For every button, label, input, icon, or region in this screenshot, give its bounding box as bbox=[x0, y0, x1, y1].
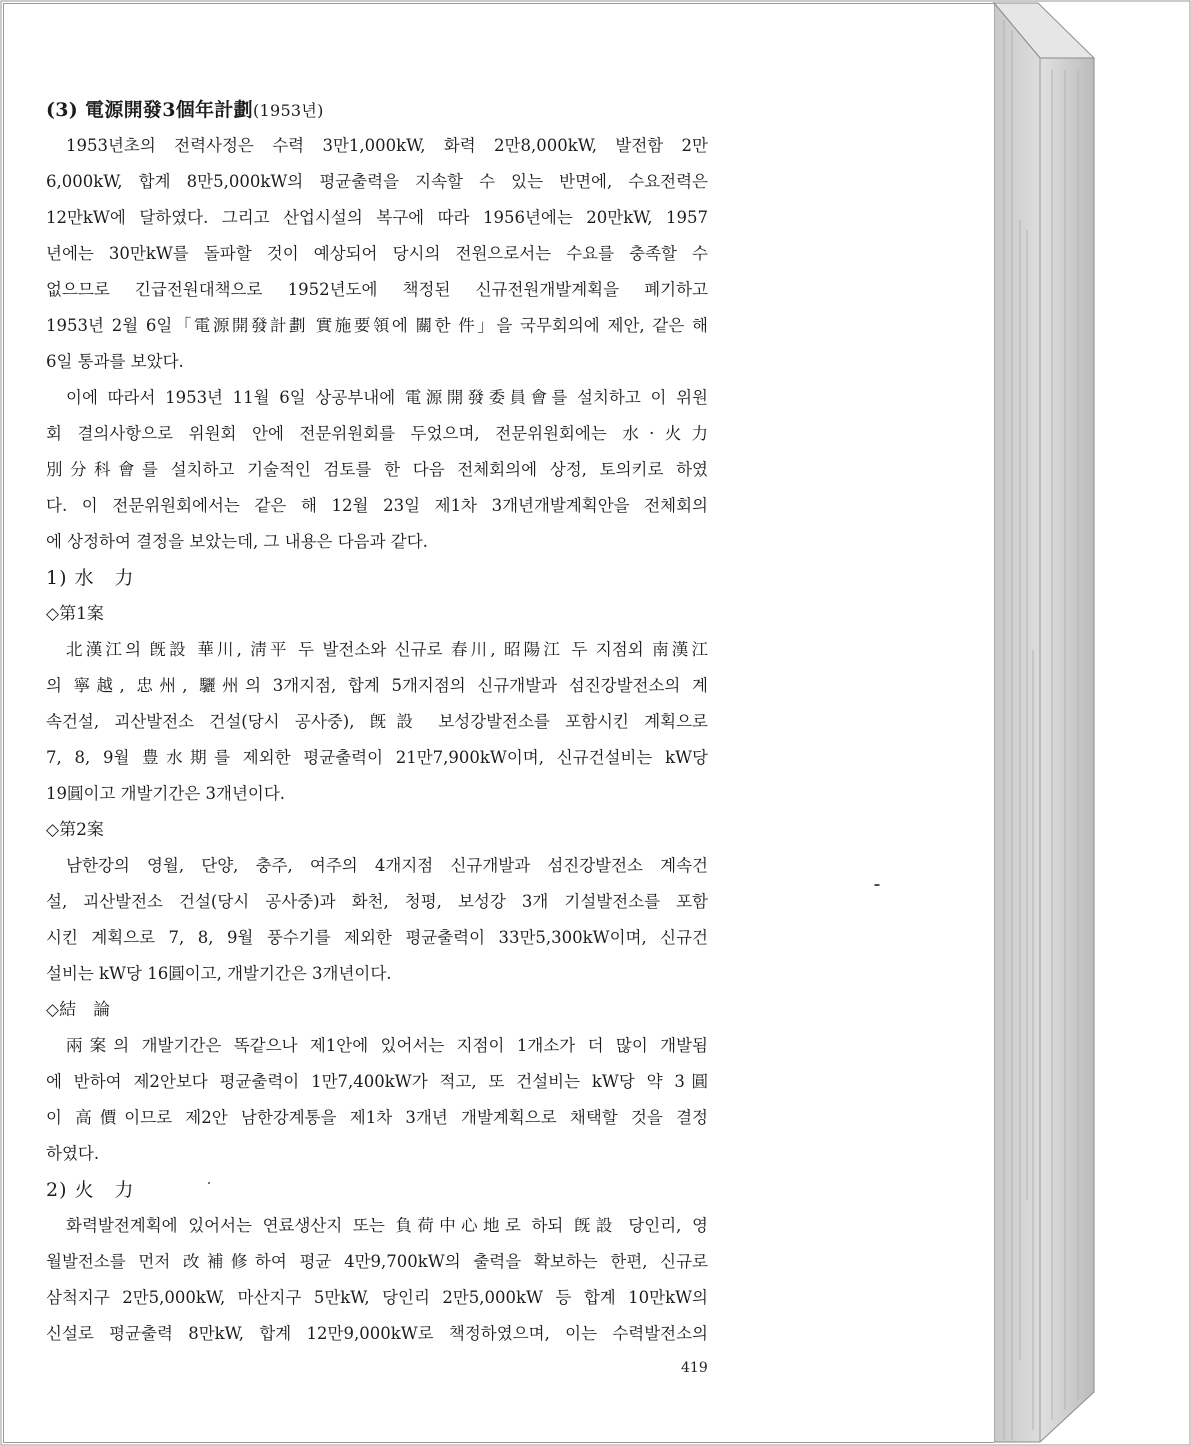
document-page bbox=[3, 3, 994, 1443]
text-block bbox=[46, 92, 708, 1352]
paragraph-line: 12만kW에 달하였다. 그리고 산업시설의 복구에 따라 1956년에는 20만kW, 1957 bbox=[46, 208, 708, 227]
conclusion-paragraph bbox=[46, 1028, 708, 1172]
paragraph-line: 신설로 평균출력 8만kW, 합계 12만9,000kW로 책정하였으며, 이는 수력발전소의 bbox=[46, 1324, 708, 1343]
plan1-heading: ◇第1案 bbox=[46, 604, 104, 624]
plan2-paragraph bbox=[46, 848, 708, 992]
paragraph-line: 남한강의 영월, 단양, 충주, 여주의 4개지점 신규개발과 섬진강발전소 계속건 bbox=[66, 856, 708, 875]
section-heading-title: (3) 電源開發3個年計劃 bbox=[46, 99, 253, 121]
paragraph-line: 시킨 계획으로 7, 8, 9월 풍수기를 제외한 평균출력이 33만5,300kW이며, 신규건 bbox=[46, 928, 708, 947]
paragraph-line: 속건설, 괴산발전소 건설(당시 공사중), 旣設 보성강발전소를 포함시킨 계획으로 bbox=[46, 712, 708, 731]
intro-paragraph bbox=[46, 128, 708, 380]
paragraph-line: 에 상정하여 결정을 보았는데, 그 내용은 다음과 같다. bbox=[46, 532, 428, 551]
page-number: 419 bbox=[681, 1360, 708, 1376]
paragraph-line: 다. 이 전문위원회에서는 같은 해 12월 23일 제1차 3개년개발계획안을 전체회의 bbox=[46, 496, 708, 515]
paragraph-line: 6일 통과를 보았다. bbox=[46, 352, 184, 371]
paragraph-line: 1953년 2월 6일「電源開發計劃 實施要領에 關한 件」을 국무회의에 제안, 같은 해 bbox=[46, 316, 708, 335]
paragraph-line: 의 寧越, 忠州, 驪州의 3개지점, 합계 5개지점의 신규개발과 섬진강발전소의 계 bbox=[46, 676, 708, 695]
paragraph-line: 兩案의 개발기간은 똑같으나 제1안에 있어서는 지점이 1개소가 더 많이 개발됨 bbox=[66, 1036, 708, 1055]
paragraph-line: 삼척지구 2만5,000kW, 마산지구 5만kW, 당인리 2만5,000kW 등 합계 10만kW의 bbox=[46, 1288, 708, 1307]
scan-speck bbox=[208, 1182, 210, 1184]
paragraph-line: 회 결의사항으로 위원회 안에 전문위원회를 두었으며, 전문위원회에는 水·火力 bbox=[46, 424, 708, 443]
thermal-paragraph bbox=[46, 1208, 708, 1352]
paragraph-line: 화력발전계획에 있어서는 연료생산지 또는 負荷中心地로 하되 旣設 당인리, 영 bbox=[66, 1216, 708, 1235]
paragraph-line: 6,000kW, 합계 8만5,000kW의 평균출력을 지속할 수 있는 반면에, 수요전력은 bbox=[46, 172, 708, 191]
plan1-paragraph bbox=[46, 632, 708, 812]
scan-speck bbox=[874, 884, 880, 886]
paragraph-line: 19圓이고 개발기간은 3개년이다. bbox=[46, 784, 286, 803]
paragraph-line: 설비는 kW당 16圓이고, 개발기간은 3개년이다. bbox=[46, 964, 392, 983]
paragraph-line: 설, 괴산발전소 건설(당시 공사중)과 화천, 청평, 보성강 3개 기설발전소를 포함 bbox=[46, 892, 708, 911]
paragraph-line: 別分科會를 설치하고 기술적인 검토를 한 다음 전체회의에 상정, 토의키로 하였 bbox=[46, 460, 708, 479]
conclusion-heading: ◇結 論 bbox=[46, 1000, 111, 1020]
section-heading bbox=[46, 92, 708, 128]
paragraph-line: 없으므로 긴급전원대책으로 1952년도에 책정된 신규전원개발계획을 폐기하고 bbox=[46, 280, 708, 299]
paragraph-line: 이 高價이므로 제2안 남한강계통을 제1차 3개년 개발계획으로 채택할 것을 결정 bbox=[46, 1108, 708, 1127]
paragraph-line: 北漢江의 旣設 華川, 淸平 두 발전소와 신규로 春川, 昭陽江 두 지점외 南漢江 bbox=[66, 640, 708, 659]
hydro-heading: 1) 水 力 bbox=[46, 567, 135, 589]
section-heading-year: (1953년) bbox=[252, 101, 324, 120]
paragraph-line: 월발전소를 먼저 改補修하여 평균 4만9,700kW의 출력을 확보하는 한편, 신규로 bbox=[46, 1252, 708, 1271]
thermal-heading: 2) 火 力 bbox=[46, 1179, 135, 1201]
paragraph-line: 이에 따라서 1953년 11월 6일 상공부내에 電源開發委員會를 설치하고 이 위원 bbox=[66, 388, 708, 407]
paragraph-line: 7, 8, 9월 豊水期를 제외한 평균출력이 21만7,900kW이며, 신규건설비는 kW당 bbox=[46, 748, 708, 767]
plan2-heading: ◇第2案 bbox=[46, 820, 104, 840]
paragraph-line: 년에는 30만kW를 돌파할 것이 예상되어 당시의 전원으로서는 수요를 충족할 수 bbox=[46, 244, 708, 263]
paragraph-line: 에 반하여 제2안보다 평균출력이 1만7,400kW가 적고, 또 건설비는 kW당 약 3圓 bbox=[46, 1072, 708, 1091]
committee-paragraph bbox=[46, 380, 708, 560]
paragraph-line: 1953년초의 전력사정은 수력 3만1,000kW, 화력 2만8,000kW, 발전함 2만 bbox=[66, 136, 708, 155]
paragraph-line: 하였다. bbox=[46, 1144, 100, 1163]
